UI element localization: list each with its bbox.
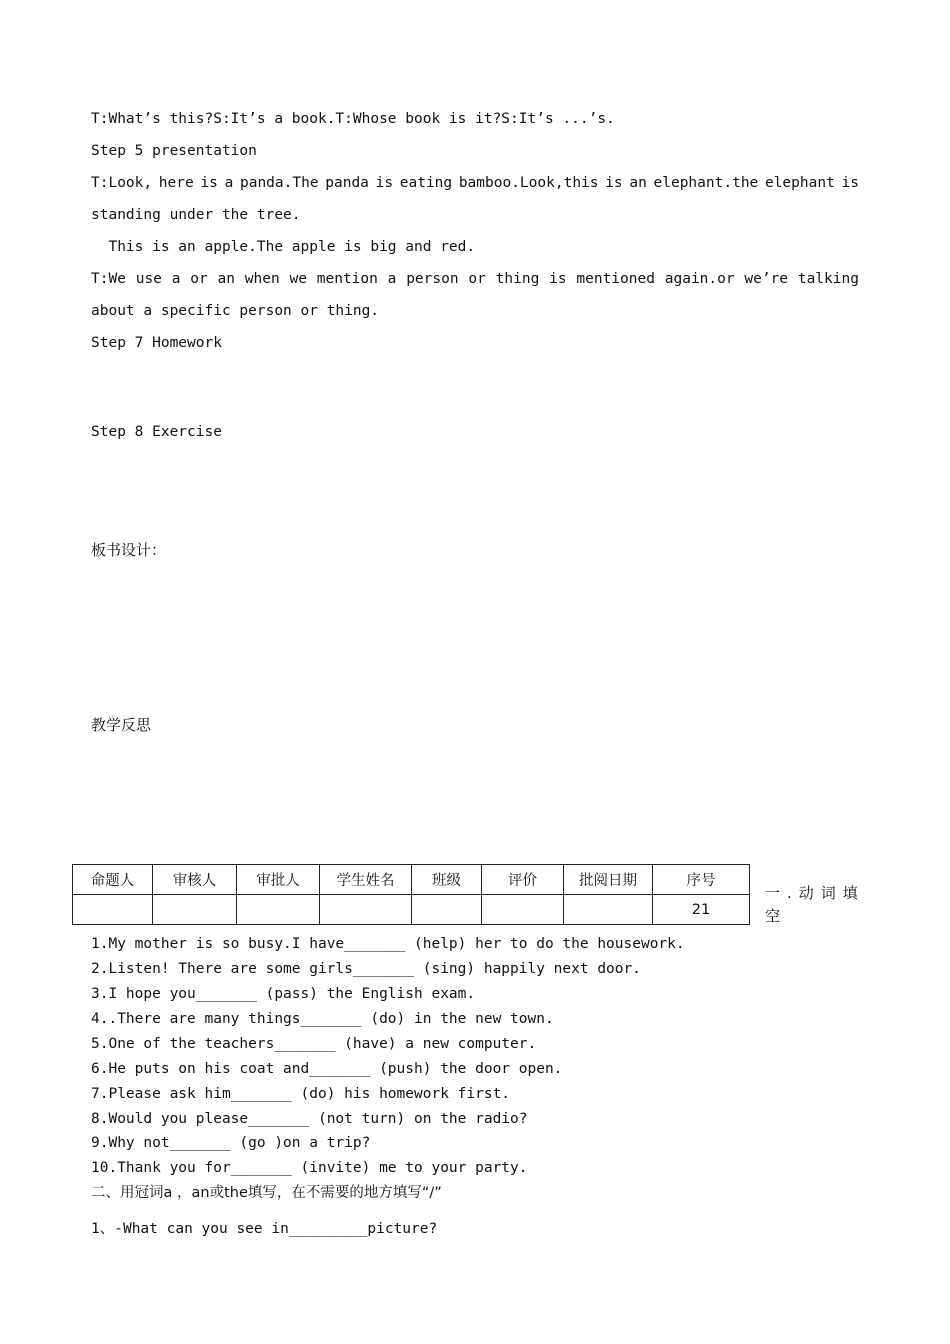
step7-title: Step 7 Homework [91, 335, 222, 351]
grade-table-value-row [73, 895, 750, 925]
header-cell: 命题人 [73, 865, 153, 895]
word: an [217, 271, 235, 287]
section1-title: 一.动词填空 [765, 884, 865, 925]
value-cell[interactable] [73, 895, 153, 925]
step8-title: Step 8 Exercise [91, 424, 222, 440]
exercise-item: 10.Thank you for_______ (invite) me to your party. [91, 1160, 528, 1176]
header-cell: 学生姓名 [320, 865, 412, 895]
step5-line-3: This is an apple.The apple is big and red. [91, 239, 476, 255]
exercise-item: 1.My mother is so busy.I have_______ (help) her to do the housework. [91, 936, 685, 952]
board-design-heading: 板书设计： [91, 541, 167, 559]
value-cell[interactable] [153, 895, 237, 925]
header-cell: 批阅日期 [564, 865, 653, 895]
section2-title: 二、用冠词a ，an或the填写，在不需要的地方填写“/” [91, 1185, 442, 1201]
word: mention [316, 271, 378, 287]
word: elephant [764, 175, 835, 191]
word: elephant.the [653, 175, 759, 191]
value-cell[interactable] [237, 895, 320, 925]
value-cell[interactable] [482, 895, 564, 925]
word: a [171, 271, 181, 287]
dialogue-line: T:What’s this?S:It’s a book.T:Whose book is it?S:It’s ...’s. [91, 111, 615, 127]
word: mentioned [576, 271, 655, 287]
word: a [224, 175, 234, 191]
word: when [244, 271, 280, 287]
word: T:Look, [91, 175, 153, 191]
exercise-item: 8.Would you please_______ (not turn) on the radio? [91, 1111, 528, 1127]
value-cell[interactable] [564, 895, 653, 925]
step5-line-1 [91, 174, 859, 192]
word: person [406, 271, 459, 287]
exercise-item: 5.One of the teachers_______ (have) a new computer. [91, 1036, 537, 1052]
word: is [841, 175, 859, 191]
header-cell: 班级 [412, 865, 482, 895]
word: is [200, 175, 218, 191]
word: here [158, 175, 194, 191]
value-cell[interactable] [412, 895, 482, 925]
header-cell: 评价 [482, 865, 564, 895]
word: talking [797, 271, 859, 287]
serial-number-cell: 21 [653, 895, 750, 925]
step5-line-4 [91, 270, 859, 288]
word: use [135, 271, 162, 287]
word: is [549, 271, 567, 287]
exercise-item: 9.Why not_______ (go )on a trip? [91, 1135, 371, 1151]
header-cell: 审批人 [237, 865, 320, 895]
word: or [190, 271, 208, 287]
word: panda [325, 175, 369, 191]
reflection-heading: 教学反思 [91, 716, 152, 734]
grade-table-header-row [73, 865, 750, 895]
exercise-item: 4..There are many things_______ (do) in the new town. [91, 1011, 554, 1027]
word: is [605, 175, 623, 191]
word: we’re [744, 271, 789, 287]
value-cell[interactable] [320, 895, 412, 925]
grade-table [72, 864, 750, 925]
exercise-item: 7.Please ask him_______ (do) his homework first. [91, 1086, 511, 1102]
exercise-item: 3.I hope you_______ (pass) the English exam. [91, 986, 476, 1002]
word: we [289, 271, 307, 287]
word: an [629, 175, 647, 191]
word: again.or [664, 271, 735, 287]
word: a [387, 271, 397, 287]
word: bamboo.Look,this [458, 175, 599, 191]
word: is [375, 175, 394, 191]
word: eating [399, 175, 453, 191]
word: panda.The [239, 175, 319, 191]
header-cell: 序号 [653, 865, 750, 895]
word: T:We [91, 271, 126, 287]
step5-line-2: standing under the tree. [91, 207, 301, 223]
step5-line-5: about a specific person or thing. [91, 303, 380, 319]
word: or [468, 271, 486, 287]
word: thing [495, 271, 540, 287]
header-cell: 审核人 [153, 865, 237, 895]
exercise-item: 6.He puts on his coat and_______ (push) the door open. [91, 1061, 563, 1077]
section2-item-1: 1、-What can you see in_________picture? [91, 1221, 438, 1237]
step5-title: Step 5 presentation [91, 143, 257, 159]
exercise-item: 2.Listen! There are some girls_______ (sing) happily next door. [91, 961, 641, 977]
